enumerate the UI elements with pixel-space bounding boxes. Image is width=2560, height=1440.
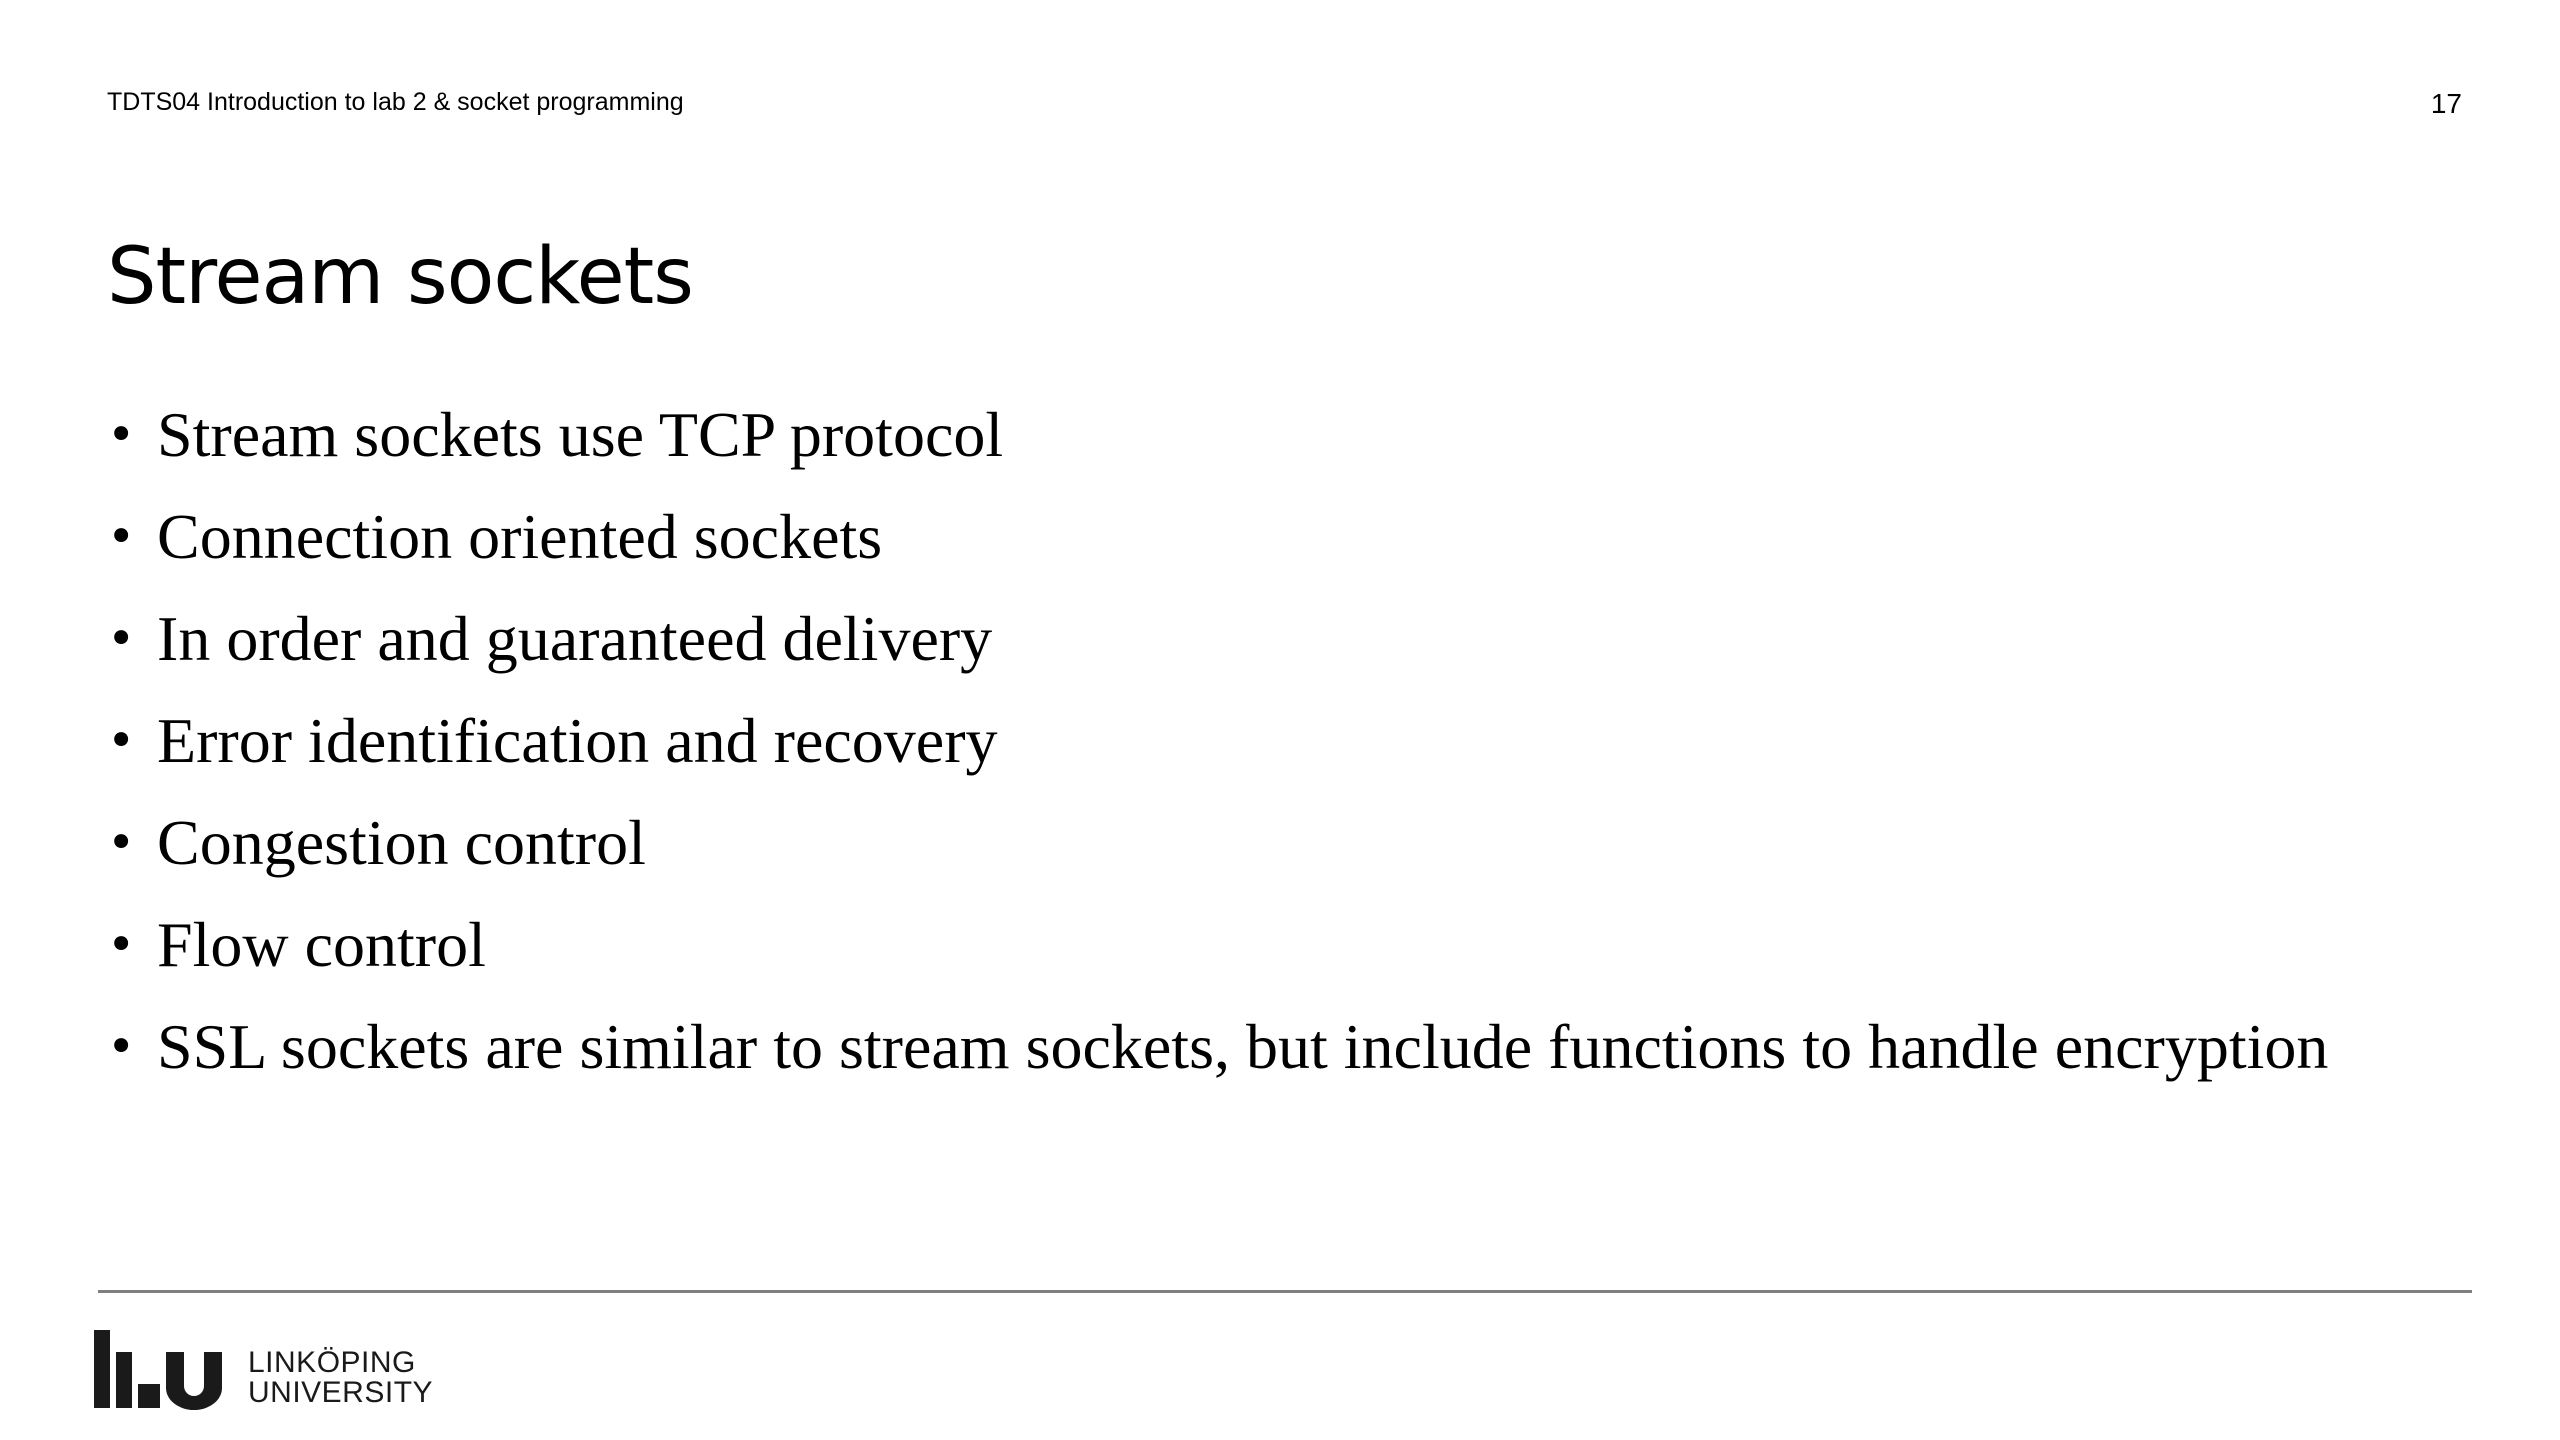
bullet-text: In order and guaranteed delivery (157, 603, 993, 674)
logo-text-line2: UNIVERSITY (248, 1376, 434, 1409)
bullet-item (107, 702, 2357, 780)
bullet-item (107, 498, 2357, 576)
bullet-item (107, 1008, 2357, 1086)
course-header: TDTS04 Introduction to lab 2 & socket programming (107, 88, 684, 116)
bullet-text: Connection oriented sockets (157, 501, 883, 572)
university-logo (94, 1330, 433, 1410)
bullet-dot-icon: • (107, 1019, 136, 1075)
bullet-dot-icon: • (107, 917, 136, 973)
footer-divider (98, 1290, 2472, 1293)
bullet-item (107, 600, 2357, 678)
bullet-text: Stream sockets use TCP protocol (157, 399, 1004, 470)
bullet-dot-icon: • (107, 713, 136, 769)
bullet-list (107, 396, 2357, 1110)
bullet-dot-icon: • (107, 509, 136, 565)
bullet-dot-icon: • (107, 815, 136, 871)
logo-wordmark (248, 1348, 433, 1408)
bullet-text: Flow control (157, 909, 486, 980)
bullet-item (107, 804, 2357, 882)
bullet-dot-icon: • (107, 611, 136, 667)
slide-title: Stream sockets (107, 232, 693, 322)
bullet-item (107, 906, 2357, 984)
bullet-text: Congestion control (157, 807, 646, 878)
bullet-text: SSL sockets are similar to stream sockets, but include functions to handle encryption (157, 1011, 2329, 1082)
bullet-text: Error identification and recovery (157, 705, 998, 776)
page-number: 17 (2430, 88, 2462, 119)
liu-logo-icon (94, 1330, 234, 1410)
logo-text-line1: LINKÖPING (248, 1346, 416, 1379)
bullet-dot-icon: • (107, 407, 136, 463)
bullet-item (107, 396, 2357, 474)
